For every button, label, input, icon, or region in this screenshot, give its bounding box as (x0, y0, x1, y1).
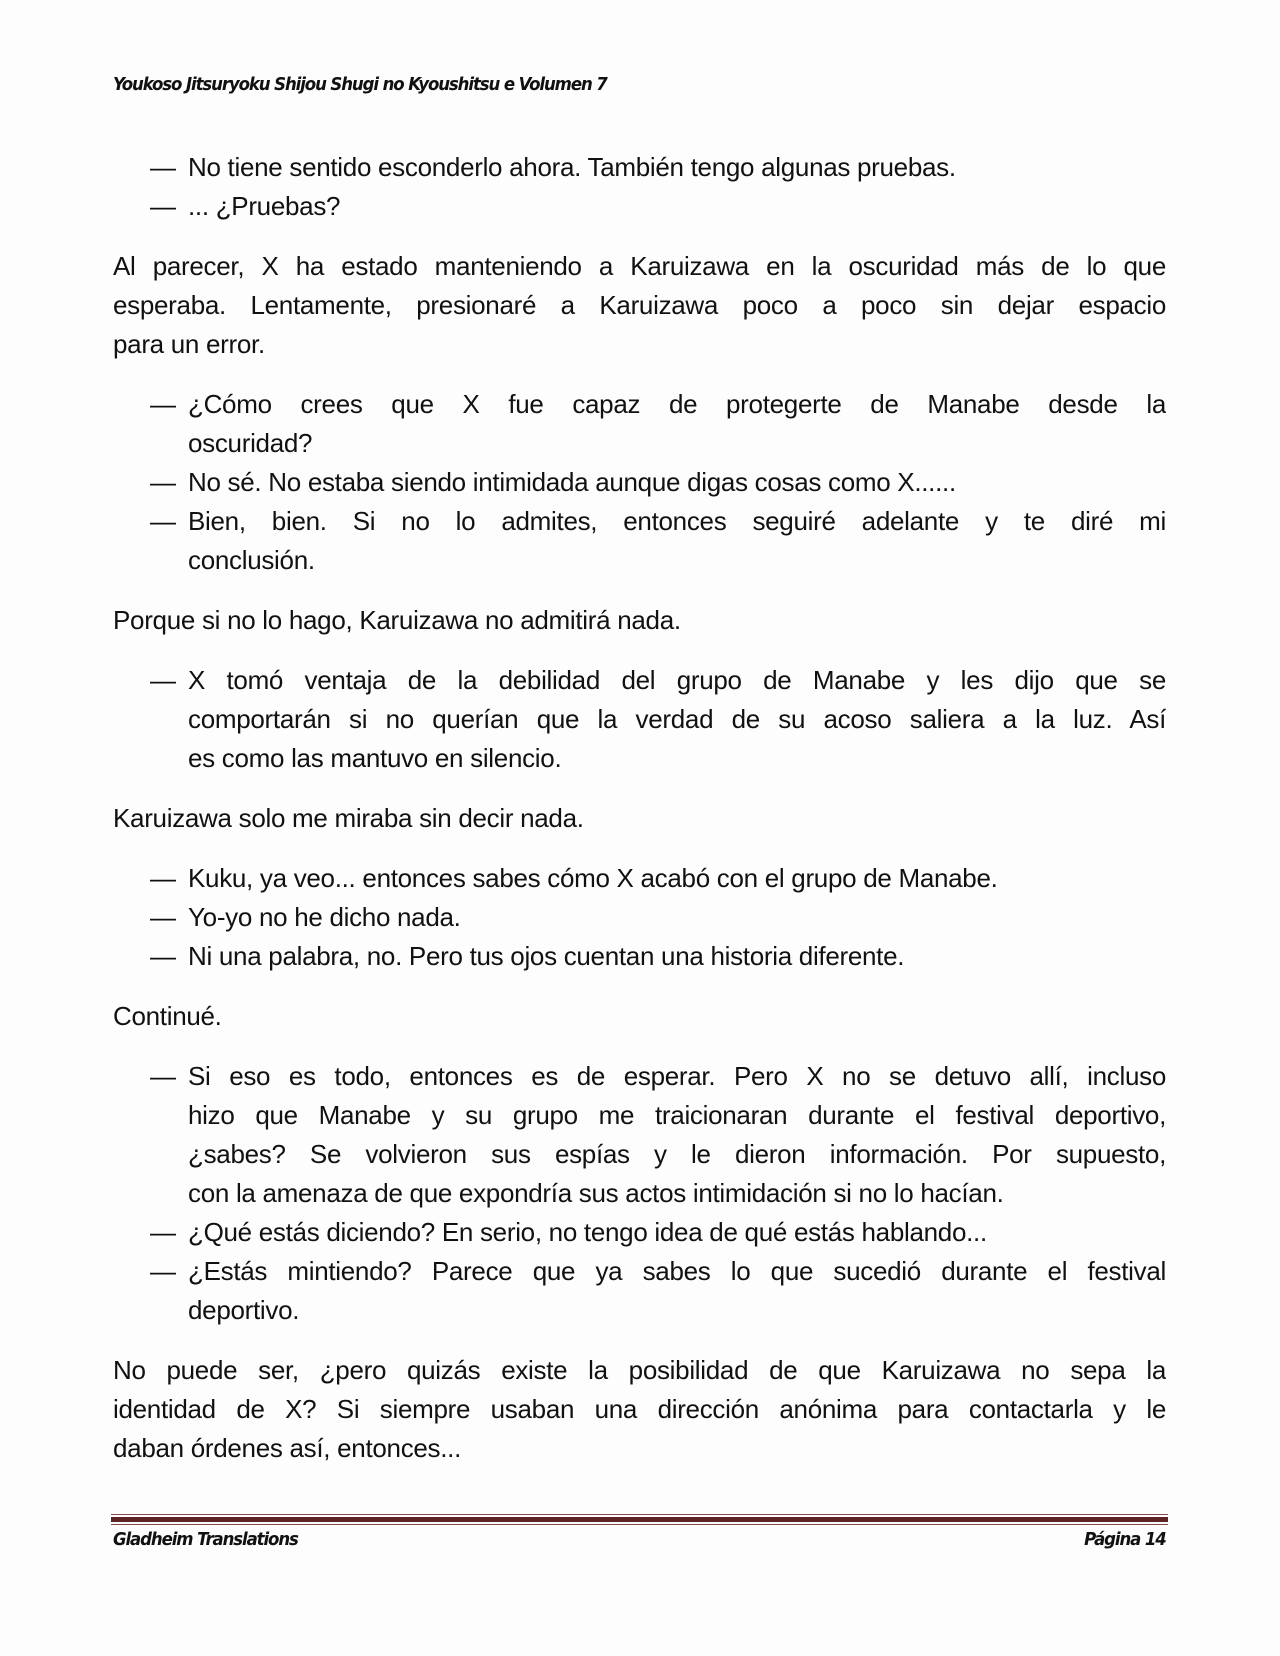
text-line (113, 799, 1166, 838)
line-text: ¿Qué estás diciendo? En serio, no tengo idea de qué estás hablando... (188, 1217, 987, 1247)
dialogue-block (113, 385, 1166, 580)
dialogue-dash: — (150, 1217, 176, 1247)
line-text: ¿Estás mintiendo? Parece que ya sabes lo que sucedió durante el festival (188, 1256, 1166, 1286)
line-text: Kuku, ya veo... entonces sabes cómo X acabó con el grupo de Manabe. (188, 863, 998, 893)
line-text: Ni una palabra, no. Pero tus ojos cuentan una historia diferente. (188, 941, 905, 971)
line-text: No sé. No estaba siendo intimidada aunque digas cosas como X...... (188, 467, 956, 497)
text-line (113, 424, 1166, 463)
paragraph (113, 247, 1166, 364)
text-line (113, 1291, 1166, 1330)
line-text: para un error. (113, 329, 265, 359)
dialogue-line (113, 187, 1166, 226)
dialogue-line (113, 385, 1166, 424)
line-text: Continué. (113, 1001, 222, 1031)
dialogue-line (113, 463, 1166, 502)
dialogue-dash: — (150, 941, 176, 971)
dialogue-dash: — (150, 902, 176, 932)
dialogue-line (113, 1252, 1166, 1291)
dialogue-dash: — (150, 665, 176, 695)
text-line (113, 1096, 1166, 1135)
footer-rule-thin-bottom (111, 1524, 1168, 1525)
line-text: esperaba. Lentamente, presionaré a Karuizawa poco a poco sin dejar espacio (113, 290, 1166, 320)
text-line (113, 286, 1166, 325)
text-line (113, 325, 1166, 364)
dialogue-dash: — (150, 191, 176, 221)
dialogue-line (113, 148, 1166, 187)
paragraph (113, 997, 1166, 1036)
dialogue-line (113, 859, 1166, 898)
dialogue-dash: — (150, 389, 176, 419)
line-text: Bien, bien. Si no lo admites, entonces seguiré adelante y te diré mi (188, 506, 1166, 536)
footer-rule-thick (111, 1517, 1168, 1522)
paragraph (113, 601, 1166, 640)
dialogue-line (113, 898, 1166, 937)
line-text: ... ¿Pruebas? (188, 191, 341, 221)
line-text: Karuizawa solo me miraba sin decir nada. (113, 803, 584, 833)
line-text: con la amenaza de que expondría sus actos intimidación si no lo hacían. (188, 1178, 1004, 1208)
dialogue-line (113, 661, 1166, 700)
dialogue-dash: — (150, 1061, 176, 1091)
dialogue-line (113, 937, 1166, 976)
page-body (113, 148, 1166, 1468)
line-text: es como las mantuvo en silencio. (188, 743, 562, 773)
line-text: deportivo. (188, 1295, 300, 1325)
dialogue-dash: — (150, 1256, 176, 1286)
text-line (113, 739, 1166, 778)
text-line (113, 1429, 1166, 1468)
running-header: Youkoso Jitsuryoku Shijou Shugi no Kyoushitsu e Volumen 7 (113, 74, 607, 95)
text-line (113, 1351, 1166, 1390)
line-text: daban órdenes así, entonces... (113, 1433, 462, 1463)
text-line (113, 1135, 1166, 1174)
line-text: Al parecer, X ha estado manteniendo a Karuizawa en la oscuridad más de lo que (113, 251, 1166, 281)
dialogue-line (113, 1213, 1166, 1252)
paragraph (113, 799, 1166, 838)
line-text: No puede ser, ¿pero quizás existe la posibilidad de que Karuizawa no sepa la (113, 1355, 1166, 1385)
dialogue-dash: — (150, 152, 176, 182)
footer-rule-thin-top (111, 1514, 1168, 1515)
dialogue-dash: — (150, 863, 176, 893)
dialogue-line (113, 1057, 1166, 1096)
text-line (113, 601, 1166, 640)
line-text: Si eso es todo, entonces es de esperar. Pero X no se detuvo allí, incluso (188, 1061, 1166, 1091)
line-text: Porque si no lo hago, Karuizawa no admitirá nada. (113, 605, 681, 635)
line-text: No tiene sentido esconderlo ahora. También tengo algunas pruebas. (188, 152, 956, 182)
footer-translator: Gladheim Translations (113, 1529, 298, 1550)
dialogue-dash: — (150, 467, 176, 497)
line-text: identidad de X? Si siempre usaban una dirección anónima para contactarla y le (113, 1394, 1166, 1424)
text-line (113, 997, 1166, 1036)
text-line (113, 247, 1166, 286)
line-text: ¿sabes? Se volvieron sus espías y le dieron información. Por supuesto, (188, 1139, 1166, 1169)
line-text: comportarán si no querían que la verdad de su acoso saliera a la luz. Así (188, 704, 1166, 734)
footer-page-number: Página 14 (1084, 1529, 1166, 1550)
line-text: hizo que Manabe y su grupo me traicionaran durante el festival deportivo, (188, 1100, 1166, 1130)
dialogue-block (113, 148, 1166, 226)
text-line (113, 1174, 1166, 1213)
line-text: Yo-yo no he dicho nada. (188, 902, 461, 932)
dialogue-line (113, 502, 1166, 541)
line-text: oscuridad? (188, 428, 313, 458)
dialogue-dash: — (150, 506, 176, 536)
paragraph (113, 1351, 1166, 1468)
text-line (113, 541, 1166, 580)
text-line (113, 1390, 1166, 1429)
line-text: X tomó ventaja de la debilidad del grupo de Manabe y les dijo que se (188, 665, 1166, 695)
text-line (113, 700, 1166, 739)
line-text: conclusión. (188, 545, 315, 575)
dialogue-block (113, 661, 1166, 778)
dialogue-block (113, 1057, 1166, 1330)
dialogue-block (113, 859, 1166, 976)
line-text: ¿Cómo crees que X fue capaz de protegerte de Manabe desde la (188, 389, 1166, 419)
